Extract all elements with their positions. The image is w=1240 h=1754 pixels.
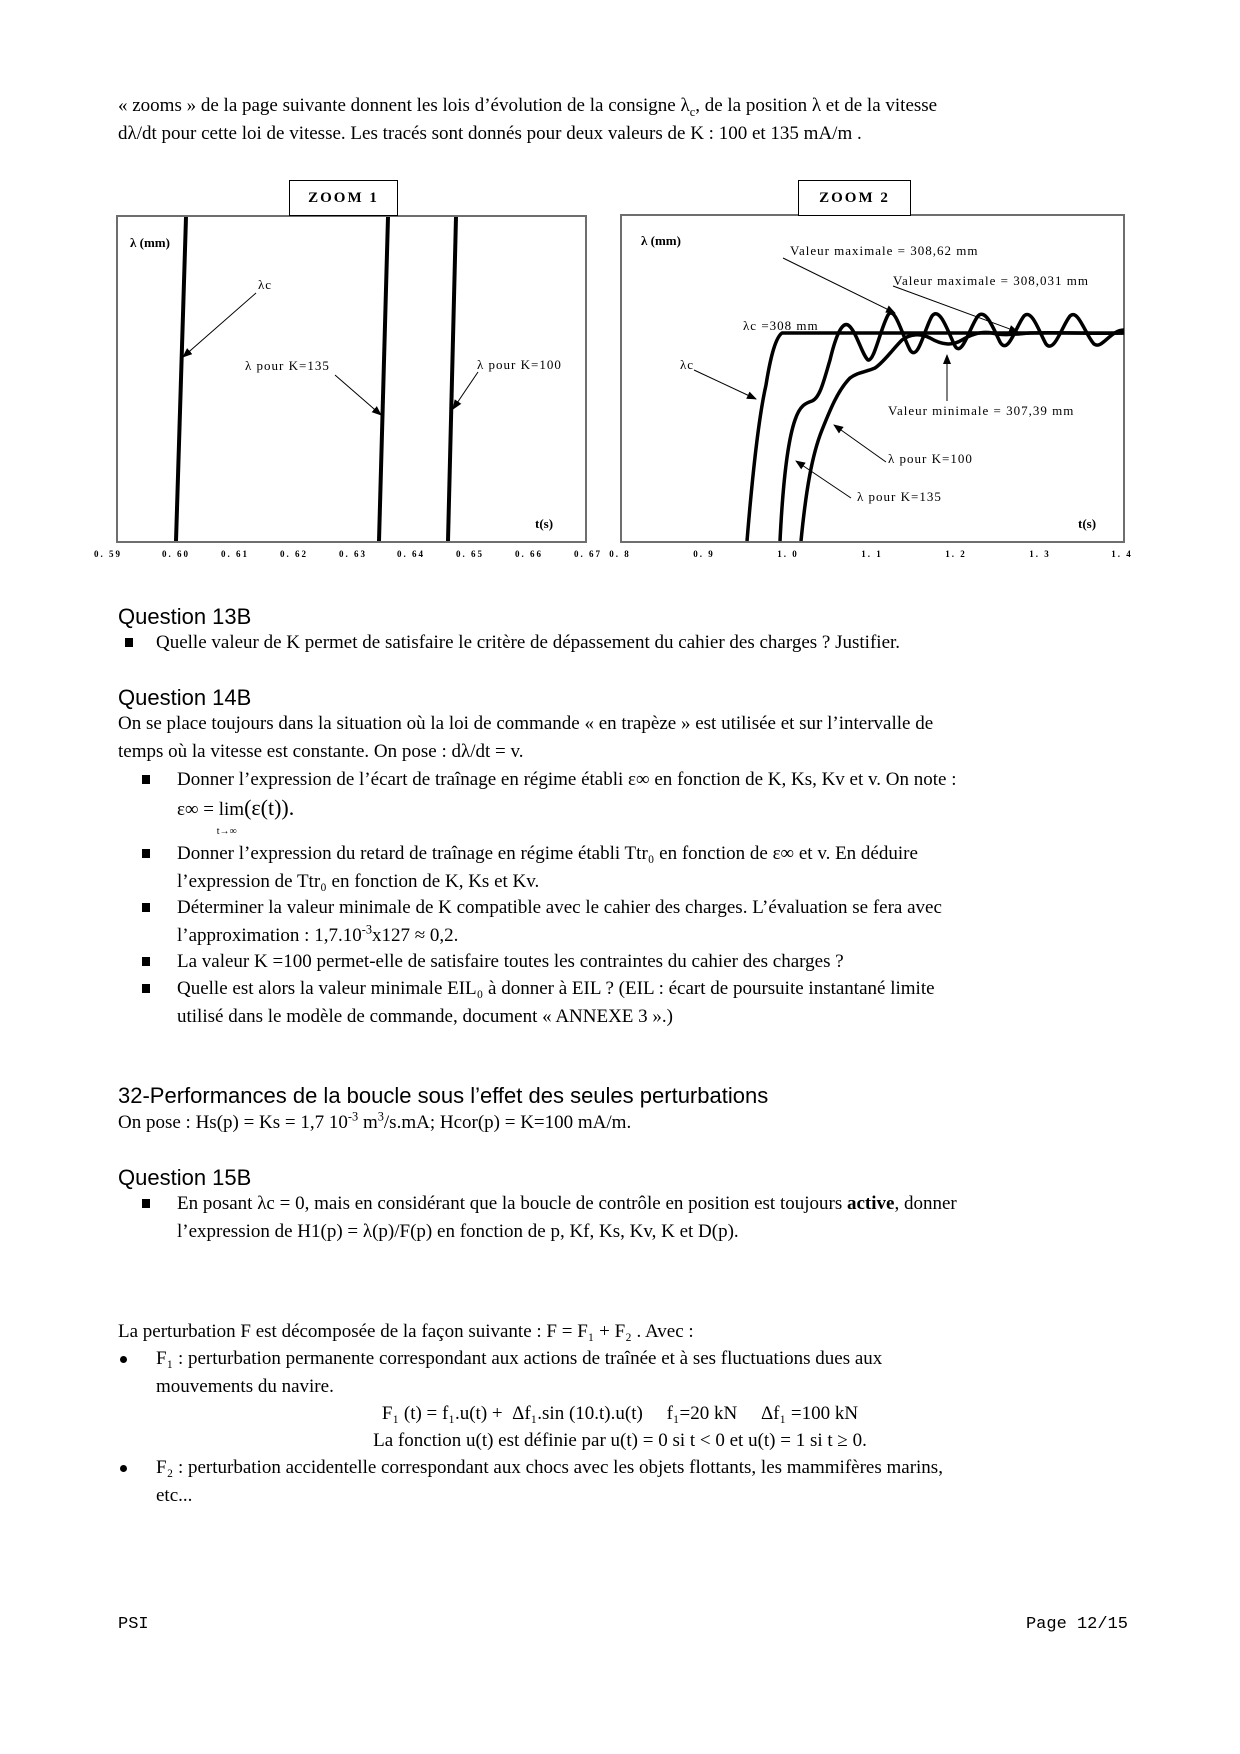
- square-bullet-icon: [142, 984, 150, 993]
- zoom2-annotation-k135: λ pour K=135: [857, 489, 942, 504]
- q13-bullet-1: Quelle valeur de K permet de satisfaire le critère de dépassement du cahier des charges ? Justifier.: [156, 632, 901, 653]
- tick-label: 0. 66: [515, 549, 543, 559]
- q14-bullet-1: [177, 766, 1124, 837]
- round-bullet-icon: [120, 1356, 127, 1363]
- text: En posant λc = 0, mais en considérant que la boucle de contrôle en position est toujours: [177, 1193, 847, 1214]
- zoom2-annotation-min: Valeur minimale = 307,39 mm: [888, 403, 1075, 418]
- text: /s.mA; Hcor(p) = K=100 mA/m.: [383, 1112, 632, 1133]
- q15-bullet-1-line-1: [177, 1190, 1124, 1218]
- zoom2-title: ZOOM 2: [798, 180, 911, 216]
- q14-bullet-3-line-2: [177, 922, 1124, 950]
- zoom1-xlabel: t(s): [535, 516, 554, 531]
- q14-bullet-2-line-2: l’expression de Ttr₀ en fonction de K, Ks et Kv.: [177, 871, 540, 892]
- bold-text: active: [847, 1193, 895, 1214]
- perturbation-f1: [156, 1345, 1124, 1401]
- zoom1-ylabel: λ (mm): [130, 235, 170, 250]
- tick-label: 0. 67: [574, 549, 602, 559]
- q14-bullet-5: [177, 975, 1124, 1031]
- round-bullet-icon: [120, 1465, 127, 1472]
- tick-label: 0. 63: [339, 549, 367, 559]
- u-definition: La fonction u(t) est définie par u(t) = 0 si t < 0 et u(t) = 1 si t ≥ 0.: [373, 1430, 867, 1451]
- zoom2-curve-k135: [780, 313, 1124, 541]
- footer-page-number: Page 12/15: [1025, 1615, 1128, 1634]
- tick-label: 0. 60: [162, 549, 190, 559]
- q14-heading: Question 14B: [118, 685, 252, 710]
- zoom1-title: ZOOM 1: [289, 180, 398, 216]
- zoom1-curve-lc: [176, 217, 186, 541]
- q14-bullet-3: [177, 894, 1124, 950]
- q14-bullet-2: [177, 840, 1124, 896]
- tick-label: 1. 1: [861, 549, 883, 559]
- f1-equation: F₁ (t) = f₁.u(t) + Δf₁.sin (10.t).u(t) f₁=20 kN Δf₁ =100 kN: [381, 1403, 859, 1424]
- subscript: c: [689, 104, 696, 119]
- q14-bullet-3-line-1: Déterminer la valeur minimale de K compatible avec le cahier des charges. L’évaluation se fera avec: [177, 897, 942, 918]
- zoom1-series: [176, 217, 456, 541]
- tick-label: 1. 4: [1111, 549, 1133, 559]
- f2-line-2: etc...: [156, 1485, 193, 1506]
- zoom2-curve-k100: [801, 332, 1124, 541]
- perturbation-f2: [156, 1454, 1124, 1510]
- q14-intro-line-1: On se place toujours dans la situation où la loi de commande « en trapèze » est utilisée et sur l’intervalle de: [118, 713, 934, 734]
- square-bullet-icon: [142, 903, 150, 912]
- tick-label: 0. 8: [609, 549, 631, 559]
- q14-bullet-4: La valeur K =100 permet-elle de satisfaire toutes les contraintes du cahier des charges ?: [177, 951, 844, 972]
- square-bullet-icon: [142, 775, 150, 784]
- zoom1-annotation-k100: λ pour K=100: [477, 357, 562, 372]
- chart-curves: [0, 0, 1240, 600]
- equation-lim-subscript: t→∞: [216, 826, 237, 837]
- tick-label: 0. 64: [397, 549, 425, 559]
- text: l’approximation : 1,7.10: [177, 925, 362, 946]
- section-32-heading: 32-Performances de la boucle sous l’effet des seules perturbations: [118, 1083, 769, 1108]
- zoom2-annotation-lc: λc: [680, 357, 695, 372]
- square-bullet-icon: [142, 1199, 150, 1208]
- text: m: [358, 1112, 378, 1133]
- zoom2-annotation-setpoint: λc =308 mm: [743, 318, 819, 333]
- f2-line-1: F₂ : perturbation accidentelle correspondant aux chocs avec les objets flottants, les mammifères marins,: [156, 1457, 943, 1478]
- tick-label: 0. 9: [693, 549, 715, 559]
- intro-line-2: dλ/dt pour cette loi de vitesse. Les tracés sont donnés pour deux valeurs de K : 100 et 135 mA/m .: [118, 123, 862, 144]
- tick-label: 0. 62: [280, 549, 308, 559]
- equation-rhs: (ε(t)).: [244, 795, 295, 820]
- square-bullet-icon: [125, 638, 133, 647]
- zoom2-annotation-k100: λ pour K=100: [888, 451, 973, 466]
- zoom1-annotation-lc: λc: [258, 277, 273, 292]
- zoom1-annotation-arrows: [183, 293, 478, 415]
- intro-text: , de la position λ et de la vitesse: [695, 95, 938, 116]
- zoom2-ylabel: λ (mm): [641, 233, 681, 248]
- zoom1-curve-k100: [448, 217, 456, 541]
- intro-text: « zooms » de la page suivante donnent les lois d’évolution de la consigne λ: [118, 95, 690, 116]
- zoom2-xlabel: t(s): [1078, 516, 1097, 531]
- zoom1-annotation-k135: λ pour K=135: [245, 358, 330, 373]
- q14-equation: [177, 794, 1124, 837]
- tick-label: 1. 2: [945, 549, 967, 559]
- tick-label: 1. 0: [777, 549, 799, 559]
- zoom2-annotation-arrows: [694, 258, 1018, 498]
- perturbation-intro: La perturbation F est décomposée de la façon suivante : F = F₁ + F₂ . Avec :: [118, 1321, 694, 1342]
- q14-intro: [118, 710, 1124, 766]
- tick-label: 0. 59: [94, 549, 122, 559]
- superscript: -3: [361, 922, 372, 937]
- q14-bullet-5-line-1: Quelle est alors la valeur minimale EIL₀ à donner à EIL ? (EIL : écart de poursuite instantané limite: [177, 978, 935, 999]
- superscript: 3: [377, 1109, 384, 1124]
- q14-bullet-1-line-1: Donner l’expression de l’écart de traînage en régime établi ε∞ en fonction de K, Ks, Kv et v. On note :: [177, 769, 957, 790]
- footer-left: PSI: [118, 1615, 149, 1634]
- section-32-definition: [118, 1109, 631, 1137]
- q14-bullet-5-line-2: utilisé dans le modèle de commande, document « ANNEXE 3 ».): [177, 1006, 673, 1027]
- text: , donner: [894, 1193, 957, 1214]
- equation-lhs: ε∞ =: [177, 799, 219, 820]
- q15-heading: Question 15B: [118, 1165, 252, 1190]
- zoom1-curve-k135: [379, 217, 388, 541]
- tick-label: 1. 3: [1029, 549, 1051, 559]
- square-bullet-icon: [142, 957, 150, 966]
- superscript: -3: [347, 1109, 359, 1124]
- square-bullet-icon: [142, 849, 150, 858]
- tick-label: 0. 61: [221, 549, 249, 559]
- zoom2-annotation-max-k135: Valeur maximale = 308,62 mm: [790, 243, 979, 258]
- f1-line-2: mouvements du navire.: [156, 1376, 334, 1397]
- q15-bullet-1-line-2: l’expression de H1(p) = λ(p)/F(p) en fonction de p, Kf, Ks, Kv, K et D(p).: [177, 1221, 739, 1242]
- text: x127 ≈ 0,2.: [372, 925, 459, 946]
- q15-bullet-1: [177, 1190, 1124, 1246]
- zoom2-series: [747, 313, 1124, 541]
- zoom2-annotation-max-k100: Valeur maximale = 308,031 mm: [893, 273, 1089, 288]
- equation-lim: lim: [218, 799, 245, 820]
- tick-label: 0. 65: [456, 549, 484, 559]
- q14-bullet-2-line-1: Donner l’expression du retard de traînage en régime établi Ttr₀ en fonction de ε∞ et v. En déduire: [177, 843, 918, 864]
- f1-line-1: F₁ : perturbation permanente correspondant aux actions de traînée et à ses fluctuations dues aux: [156, 1348, 883, 1369]
- text: On pose : Hs(p) = Ks = 1,7 10: [118, 1112, 348, 1133]
- q13-heading: Question 13B: [118, 604, 252, 629]
- q14-intro-line-2: temps où la vitesse est constante. On pose : dλ/dt = v.: [118, 741, 524, 762]
